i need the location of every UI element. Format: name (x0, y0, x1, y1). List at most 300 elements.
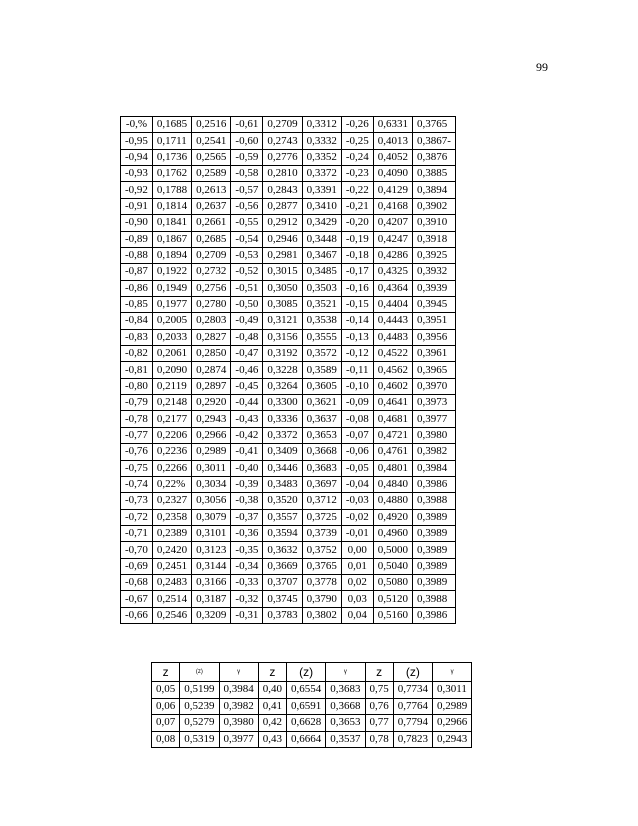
table-cell: 0,2780 (192, 296, 231, 312)
table-cell: 0,4641 (373, 395, 412, 411)
table-cell: 0,2516 (192, 117, 231, 133)
table-cell: -0,% (121, 117, 153, 133)
table-cell: 0,3410 (302, 198, 341, 214)
table-cell: 0,75 (365, 682, 393, 699)
table-cell: -0,18 (341, 247, 373, 263)
table-row (152, 731, 472, 748)
table-cell: 0,4052 (373, 149, 412, 165)
table-cell: 0,2119 (152, 378, 191, 394)
table-cell: -0,26 (341, 117, 373, 133)
table-cell: 0,2756 (192, 280, 231, 296)
table-cell: -0,15 (341, 296, 373, 312)
table-cell: 0,3621 (302, 395, 341, 411)
table-cell: 0,3668 (302, 444, 341, 460)
table-cell: 0,2946 (263, 231, 302, 247)
table-row (121, 444, 456, 460)
table-cell: 0,3520 (263, 493, 302, 509)
column-header: (z) (393, 663, 432, 682)
table-cell: 0,3300 (263, 395, 302, 411)
table-cell: 0,2565 (192, 149, 231, 165)
table-cell: 0,2541 (192, 133, 231, 149)
table-cell: 0,3372 (302, 166, 341, 182)
table-row (121, 575, 456, 591)
distribution-table-positive (151, 662, 472, 748)
table-cell: 0,3446 (263, 460, 302, 476)
table-cell: -0,50 (231, 296, 263, 312)
table-cell: 0,4325 (373, 264, 412, 280)
table-cell: -0,89 (121, 231, 153, 247)
table-cell: 0,41 (258, 698, 286, 715)
table-cell: -0,69 (121, 558, 153, 574)
table-cell: 0,2061 (152, 346, 191, 362)
table-cell: -0,88 (121, 247, 153, 263)
table-cell: 0,6628 (287, 715, 326, 732)
column-header: z (365, 663, 393, 682)
table-cell: 0,2803 (192, 313, 231, 329)
table-cell: -0,55 (231, 215, 263, 231)
table-cell: 0,2981 (263, 247, 302, 263)
table-cell: -0,13 (341, 329, 373, 345)
table-cell: -0,19 (341, 231, 373, 247)
table-cell: 0,4522 (373, 346, 412, 362)
table-cell: 0,5120 (373, 591, 412, 607)
table-cell: 0,3683 (326, 682, 365, 699)
table-cell: -0,07 (341, 427, 373, 443)
table-cell: 0,3739 (302, 525, 341, 541)
table-cell: -0,08 (341, 411, 373, 427)
table-cell: -0,51 (231, 280, 263, 296)
table-cell: -0,04 (341, 476, 373, 492)
table-cell: 0,2966 (433, 715, 472, 732)
table-cell: 0,3668 (326, 698, 365, 715)
table-cell: 0,3790 (302, 591, 341, 607)
table-cell: 0,3187 (192, 591, 231, 607)
table-cell: 0,3951 (413, 313, 456, 329)
table-cell: 0,5000 (373, 542, 412, 558)
table-cell: -0,74 (121, 476, 153, 492)
table-cell: 0,5279 (180, 715, 219, 732)
table-cell: 0,3988 (413, 493, 456, 509)
table-cell: 0,2810 (263, 166, 302, 182)
table-cell: 0,2637 (192, 198, 231, 214)
table-cell: 0,3034 (192, 476, 231, 492)
table-cell: 0,3632 (263, 542, 302, 558)
table-cell: 0,2709 (263, 117, 302, 133)
table-row (121, 395, 456, 411)
table-cell: -0,80 (121, 378, 153, 394)
table-row (121, 558, 456, 574)
table-cell: 0,3372 (263, 427, 302, 443)
table-cell: -0,24 (341, 149, 373, 165)
table-cell: 0,1736 (152, 149, 191, 165)
table-cell: -0,25 (341, 133, 373, 149)
table-row (121, 509, 456, 525)
table-cell: 0,4129 (373, 182, 412, 198)
table-cell: 0,2266 (152, 460, 191, 476)
table-cell: 0,6664 (287, 731, 326, 748)
table-cell: 0,2613 (192, 182, 231, 198)
table-cell: -0,71 (121, 525, 153, 541)
table-cell: 0,4090 (373, 166, 412, 182)
table-cell: 0,2327 (152, 493, 191, 509)
table-cell: 0,3228 (263, 362, 302, 378)
table-cell: 0,1867 (152, 231, 191, 247)
table-cell: 0,2920 (192, 395, 231, 411)
table-cell: 0,3015 (263, 264, 302, 280)
table-cell: -0,81 (121, 362, 153, 378)
table-cell: 0,3156 (263, 329, 302, 345)
table-cell: -0,87 (121, 264, 153, 280)
table-cell: 0,3572 (302, 346, 341, 362)
table-cell: 0,3683 (302, 460, 341, 476)
table-cell: -0,68 (121, 575, 153, 591)
table-cell: 0,3429 (302, 215, 341, 231)
table-cell: 0,3538 (302, 313, 341, 329)
table-cell: -0,37 (231, 509, 263, 525)
table-cell: -0,10 (341, 378, 373, 394)
table-cell: 0,3485 (302, 264, 341, 280)
table-cell: 0,4562 (373, 362, 412, 378)
table-cell: -0,40 (231, 460, 263, 476)
table-cell: 0,1814 (152, 198, 191, 214)
table-cell: 0,2709 (192, 247, 231, 263)
table-cell: -0,20 (341, 215, 373, 231)
table-cell: 0,4364 (373, 280, 412, 296)
table-row (121, 182, 456, 198)
table-cell: 0,4483 (373, 329, 412, 345)
table-cell: 0,3637 (302, 411, 341, 427)
table-row (121, 493, 456, 509)
table-cell: -0,53 (231, 247, 263, 263)
table-cell: -0,54 (231, 231, 263, 247)
table-cell: 0,2827 (192, 329, 231, 345)
table-cell: 0,3123 (192, 542, 231, 558)
table-cell: -0,77 (121, 427, 153, 443)
table-cell: -0,56 (231, 198, 263, 214)
table-cell: 0,06 (152, 698, 180, 715)
table-cell: -0,34 (231, 558, 263, 574)
table-cell: 0,3918 (413, 231, 456, 247)
table-cell: 0,3988 (413, 591, 456, 607)
table-cell: -0,05 (341, 460, 373, 476)
table-cell: -0,66 (121, 607, 153, 623)
table-cell: -0,23 (341, 166, 373, 182)
table-cell: 0,3965 (413, 362, 456, 378)
table-cell: 0,1949 (152, 280, 191, 296)
table-cell: 0,2177 (152, 411, 191, 427)
table-cell: 0,4168 (373, 198, 412, 214)
table-cell: -0,16 (341, 280, 373, 296)
table-cell: 0,3011 (433, 682, 472, 699)
table-cell: 0,3989 (413, 542, 456, 558)
table-cell: 0,3312 (302, 117, 341, 133)
table-cell: 0,3589 (302, 362, 341, 378)
table-cell: -0,21 (341, 198, 373, 214)
table-cell: 0,2661 (192, 215, 231, 231)
table-cell: 0,4013 (373, 133, 412, 149)
column-header: γ (326, 663, 365, 682)
table-cell: 0,3409 (263, 444, 302, 460)
table-cell: -0,49 (231, 313, 263, 329)
table-cell: 0,3977 (413, 411, 456, 427)
table-cell: -0,14 (341, 313, 373, 329)
table-cell: 0,3986 (413, 476, 456, 492)
table-cell: 0,3765 (302, 558, 341, 574)
table-cell: 0,1922 (152, 264, 191, 280)
table-cell: 0,1762 (152, 166, 191, 182)
table-cell: 0,7764 (393, 698, 432, 715)
table-row (121, 149, 456, 165)
table-cell: 0,4247 (373, 231, 412, 247)
table-cell: -0,95 (121, 133, 153, 149)
table-cell: 0,4840 (373, 476, 412, 492)
table-cell: 0,7823 (393, 731, 432, 748)
table-cell: -0,59 (231, 149, 263, 165)
table-cell: 0,4404 (373, 296, 412, 312)
table-cell: 0,3945 (413, 296, 456, 312)
table-cell: -0,17 (341, 264, 373, 280)
table-cell: 0,3121 (263, 313, 302, 329)
table-cell: -0,01 (341, 525, 373, 541)
table-cell: -0,78 (121, 411, 153, 427)
table-cell: 0,3391 (302, 182, 341, 198)
table-cell: 0,2912 (263, 215, 302, 231)
table-cell: 0,2514 (152, 591, 191, 607)
table-cell: 0,4721 (373, 427, 412, 443)
table-cell: -0,72 (121, 509, 153, 525)
table-cell: 0,3537 (326, 731, 365, 748)
table-cell: 0,03 (341, 591, 373, 607)
table-row (121, 247, 456, 263)
table-cell: 0,2090 (152, 362, 191, 378)
table-cell: -0,60 (231, 133, 263, 149)
table-cell: 0,3956 (413, 329, 456, 345)
table-cell: 0,2148 (152, 395, 191, 411)
table-cell: 0,3697 (302, 476, 341, 492)
table-cell: 0,6554 (287, 682, 326, 699)
table-cell: 0,2776 (263, 149, 302, 165)
table-cell: -0,79 (121, 395, 153, 411)
table-cell: 0,3932 (413, 264, 456, 280)
table-cell: -0,82 (121, 346, 153, 362)
table-cell: 0,2850 (192, 346, 231, 362)
table-cell: -0,42 (231, 427, 263, 443)
table-cell: 0,3101 (192, 525, 231, 541)
page-number: 99 (536, 60, 548, 74)
table-cell: 0,2358 (152, 509, 191, 525)
table-cell: 0,2420 (152, 542, 191, 558)
table-cell: 0,2877 (263, 198, 302, 214)
table-cell: 0,3555 (302, 329, 341, 345)
table-cell: 0,3961 (413, 346, 456, 362)
table-cell: 0,3483 (263, 476, 302, 492)
table-cell: 0,3989 (413, 575, 456, 591)
table-cell: 0,5080 (373, 575, 412, 591)
table-cell: 0,2897 (192, 378, 231, 394)
table-cell: -0,84 (121, 313, 153, 329)
table-cell: 0,3653 (302, 427, 341, 443)
table-row (121, 476, 456, 492)
table-cell: -0,02 (341, 509, 373, 525)
table-cell: -0,12 (341, 346, 373, 362)
table-cell: -0,83 (121, 329, 153, 345)
table-cell: -0,11 (341, 362, 373, 378)
table-row (121, 591, 456, 607)
table-cell: 0,76 (365, 698, 393, 715)
table-cell: 0,3166 (192, 575, 231, 591)
table-cell: 0,3336 (263, 411, 302, 427)
table-cell: -0,47 (231, 346, 263, 362)
distribution-table-negative (120, 116, 456, 624)
table-row (152, 682, 472, 699)
column-header: γ (433, 663, 472, 682)
table-cell: 0,3982 (413, 444, 456, 460)
table-cell: -0,52 (231, 264, 263, 280)
table-cell: -0,48 (231, 329, 263, 345)
table-cell: 0,3605 (302, 378, 341, 394)
table-cell: 0,5239 (180, 698, 219, 715)
table-cell: -0,32 (231, 591, 263, 607)
table-row (121, 280, 456, 296)
table-cell: -0,70 (121, 542, 153, 558)
table-cell: 0,4681 (373, 411, 412, 427)
table-cell: 0,2206 (152, 427, 191, 443)
table-cell: 0,1977 (152, 296, 191, 312)
table-cell: 0,3910 (413, 215, 456, 231)
table-cell: 0,3050 (263, 280, 302, 296)
table-cell: 0,3982 (219, 698, 258, 715)
table-cell: 0,2589 (192, 166, 231, 182)
table-row (121, 411, 456, 427)
table-cell: 0,1711 (152, 133, 191, 149)
table-cell: 0,2843 (263, 182, 302, 198)
table-cell: 0,3725 (302, 509, 341, 525)
column-header: (z) (180, 663, 219, 682)
table-row (121, 329, 456, 345)
table-cell: 0,3707 (263, 575, 302, 591)
table-cell: -0,67 (121, 591, 153, 607)
table-cell: 0,05 (152, 682, 180, 699)
table-cell: 0,2389 (152, 525, 191, 541)
table-row (121, 607, 456, 623)
table-cell: 0,3669 (263, 558, 302, 574)
table-cell: 0,3867- (413, 133, 456, 149)
table-row (121, 198, 456, 214)
table-cell: 0,2732 (192, 264, 231, 280)
table-row (121, 117, 456, 133)
table-row (121, 378, 456, 394)
table-row (121, 427, 456, 443)
table-cell: 0,4960 (373, 525, 412, 541)
table-cell: 0,3970 (413, 378, 456, 394)
table-cell: 0,3984 (413, 460, 456, 476)
table-cell: 0,22% (152, 476, 191, 492)
table-cell: 0,2989 (433, 698, 472, 715)
table-row (121, 231, 456, 247)
table-cell: -0,86 (121, 280, 153, 296)
table-cell: 0,3503 (302, 280, 341, 296)
table-cell: 0,07 (152, 715, 180, 732)
table-row (152, 698, 472, 715)
table-row (121, 542, 456, 558)
table-cell: 0,6591 (287, 698, 326, 715)
table-cell: 0,3745 (263, 591, 302, 607)
table-cell: 0,1788 (152, 182, 191, 198)
table-cell: 0,3209 (192, 607, 231, 623)
table-cell: -0,06 (341, 444, 373, 460)
table-cell: -0,73 (121, 493, 153, 509)
table-cell: -0,03 (341, 493, 373, 509)
column-header: z (258, 663, 286, 682)
table-row (121, 166, 456, 182)
table-cell: 0,2685 (192, 231, 231, 247)
table-cell: 0,3902 (413, 198, 456, 214)
table-cell: 0,2743 (263, 133, 302, 149)
table-cell: 0,3011 (192, 460, 231, 476)
table-row (121, 215, 456, 231)
table-cell: 0,3973 (413, 395, 456, 411)
table-cell: 0,00 (341, 542, 373, 558)
table-row (121, 313, 456, 329)
table-cell: 0,1841 (152, 215, 191, 231)
table-cell: 0,4880 (373, 493, 412, 509)
table-cell: -0,91 (121, 198, 153, 214)
table-row (121, 346, 456, 362)
table-cell: 0,4801 (373, 460, 412, 476)
table-cell: -0,36 (231, 525, 263, 541)
table-cell: 0,02 (341, 575, 373, 591)
table-cell: 0,04 (341, 607, 373, 623)
table-cell: -0,43 (231, 411, 263, 427)
table-cell: 0,77 (365, 715, 393, 732)
table-cell: 0,3986 (413, 607, 456, 623)
table-cell: 0,5040 (373, 558, 412, 574)
table-cell: 0,3980 (413, 427, 456, 443)
table-cell: -0,39 (231, 476, 263, 492)
table-row (121, 460, 456, 476)
table-cell: 0,1685 (152, 117, 191, 133)
table-cell: -0,09 (341, 395, 373, 411)
table-cell: 0,1894 (152, 247, 191, 263)
table-cell: 0,42 (258, 715, 286, 732)
table-cell: 0,3085 (263, 296, 302, 312)
table-cell: -0,92 (121, 182, 153, 198)
table-cell: 0,3977 (219, 731, 258, 748)
table-row (121, 362, 456, 378)
table-cell: 0,3783 (263, 607, 302, 623)
table-cell: 0,3885 (413, 166, 456, 182)
table-cell: 0,3925 (413, 247, 456, 263)
column-header: γ (219, 663, 258, 682)
table-cell: -0,58 (231, 166, 263, 182)
table-cell: 0,2966 (192, 427, 231, 443)
table-cell: 0,3752 (302, 542, 341, 558)
table-cell: 0,3765 (413, 117, 456, 133)
table-cell: 0,3802 (302, 607, 341, 623)
table-cell: -0,44 (231, 395, 263, 411)
table-cell: 0,3653 (326, 715, 365, 732)
table-cell: 0,4207 (373, 215, 412, 231)
table-cell: -0,90 (121, 215, 153, 231)
table-cell: -0,75 (121, 460, 153, 476)
table-cell: 0,3894 (413, 182, 456, 198)
table-row (121, 525, 456, 541)
table-cell: 0,2874 (192, 362, 231, 378)
table-cell: 0,4443 (373, 313, 412, 329)
table-cell: -0,76 (121, 444, 153, 460)
table-cell: 0,2236 (152, 444, 191, 460)
table-cell: 0,3989 (413, 525, 456, 541)
